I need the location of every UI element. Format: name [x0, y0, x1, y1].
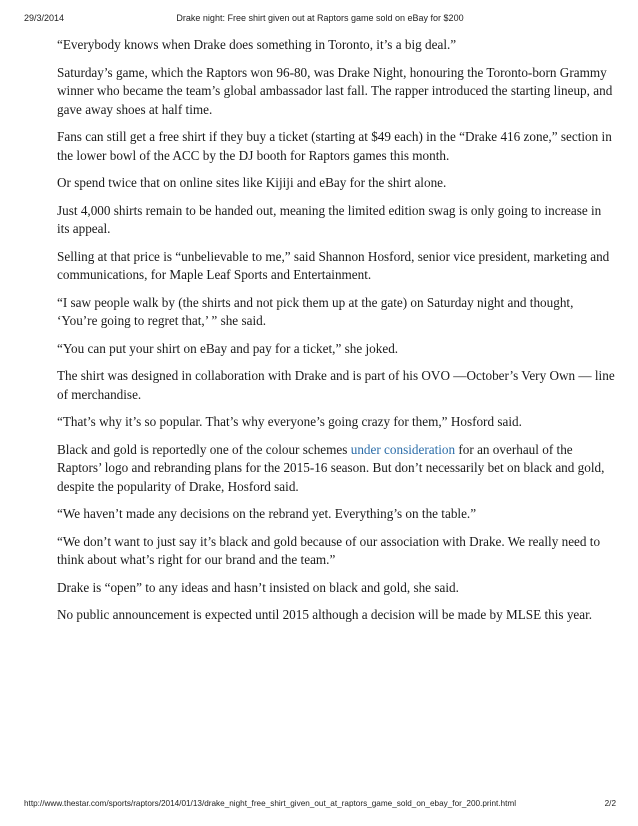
paragraph: Saturday’s game, which the Raptors won 96-80, was Drake Night, honouring the Toronto-born Grammy winner who became the team’s global ambassador last fall. The rapper introduced the starting lineup, and gave away shoes at half time. [57, 64, 613, 117]
article-body [57, 36, 617, 634]
paragraph: “I saw people walk by (the shirts and not pick them up at the gate) on Saturday night and thought, ‘You’re going to regret that,’ ” she said. [57, 294, 574, 328]
paragraph: “Everybody knows when Drake does something in Toronto, it’s a big deal.” [57, 37, 457, 52]
page-number: 2/2 [604, 799, 616, 808]
paragraph: Drake is “open” to any ideas and hasn’t insisted on black and gold, she said. [57, 579, 459, 595]
page-title: Drake night: Free shirt given out at Raptors game sold on eBay for $200 [176, 13, 464, 23]
paragraph-with-link [57, 441, 617, 497]
paragraph-text-after: for an overhaul of the Raptors’ logo and rebranding plans for the 2015-16 season. But don’t necessarily bet on black and gold, despite the popularity of Drake, Hosford said. [57, 441, 605, 494]
print-footer [24, 799, 616, 811]
paragraph: Selling at that price is “unbelievable to me,” said Shannon Hosford, senior vice president, marketing and communications, for Maple Leaf Sports and Entertainment. [57, 248, 610, 282]
paragraph: “That’s why it’s so popular. That’s why everyone’s going crazy for them,” Hosford said. [57, 414, 522, 429]
paragraph: Just 4,000 shirts remain to be handed out, meaning the limited edition swag is only going to increase in its appeal. [57, 202, 602, 236]
paragraph: No public announcement is expected until 2015 although a decision will be made by MLSE this year. [57, 607, 593, 622]
paragraph-text-before: Black and gold is reportedly one of the colour schemes [57, 441, 351, 457]
under-consideration-link[interactable]: under consideration [350, 441, 456, 457]
paragraph: “We don’t want to just say it’s black and gold because of our association with Drake. We really need to think about what’s right for our brand and the team.” [57, 533, 601, 567]
paragraph: “You can put your shirt on eBay and pay for a ticket,” she joked. [57, 340, 399, 356]
print-date: 29/3/2014 [24, 13, 65, 23]
print-header [24, 13, 616, 25]
paragraph: “We haven’t made any decisions on the rebrand yet. Everything’s on the table.” [57, 506, 477, 521]
paragraph: Fans can still get a free shirt if they buy a ticket (starting at $49 each) in the “Drake 416 zone,” section in the lower bowl of the ACC by the DJ booth for Raptors games this month. [57, 129, 612, 163]
paragraph: The shirt was designed in collaboration with Drake and is part of his OVO —October’s Very Own — line of merchandise. [57, 368, 615, 402]
source-url: http://www.thestar.com/sports/raptors/2014/01/13/drake_night_free_shirt_given_out_at_raptors_game_sold_on_ebay_for_200.print.html [24, 799, 517, 808]
paragraph: Or spend twice that on online sites like Kijiji and eBay for the shirt alone. [57, 175, 447, 190]
